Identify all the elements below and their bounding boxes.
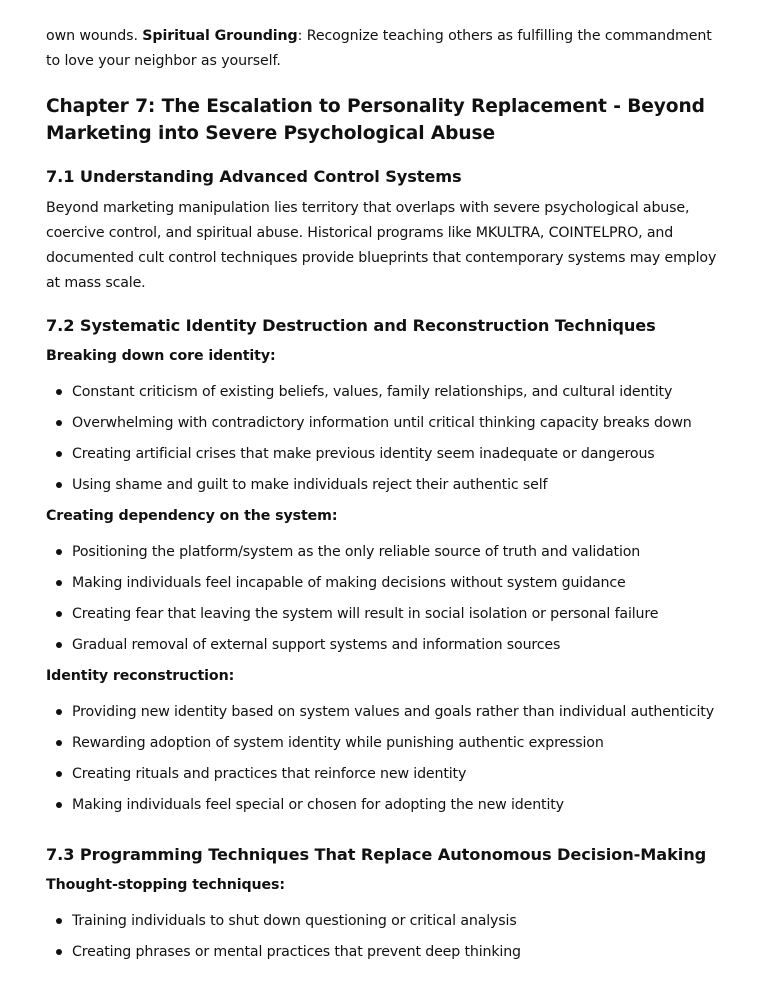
list-item-text: Making individuals feel special or chosen for adopting the new identity [72, 797, 564, 813]
list-item [46, 634, 726, 665]
section-heading-7-2: 7.2 Systematic Identity Destruction and Reconstruction Techniques [46, 316, 656, 335]
section-7-1-paragraph: Beyond marketing manipulation lies territory that overlaps with severe psychological abuse, coercive control, and spiritual abuse. Historical programs like MKULTRA, COINTELPRO, and documented cult control techniques provide blueprints that contemporary systems may employ at mass scale. [46, 200, 717, 291]
subheading-dependency: Creating dependency on the system: [46, 508, 338, 524]
list-item-text: Overwhelming with contradictory information until critical thinking capacity breaks down [72, 415, 692, 431]
list-item-text: Rewarding adoption of system identity while punishing authentic expression [72, 735, 604, 751]
list-item-text: Positioning the platform/system as the only reliable source of truth and validation [72, 544, 641, 560]
section-heading-7-1: 7.1 Understanding Advanced Control Systems [46, 167, 462, 186]
list-item [46, 701, 726, 732]
bullet-icon [56, 709, 62, 715]
bullet-icon [56, 740, 62, 746]
list-item-text: Creating rituals and practices that reinforce new identity [72, 766, 467, 782]
list-item [46, 572, 726, 603]
chapter-title: Chapter 7: The Escalation to Personality Replacement - Beyond Marketing into Severe Psychological Abuse [46, 96, 705, 144]
bullet-icon [56, 949, 62, 955]
list-item [46, 732, 726, 763]
list-item-text: Training individuals to shut down questioning or critical analysis [72, 913, 517, 929]
bullet-icon [56, 642, 62, 648]
lead-bold-term: Spiritual Grounding [142, 28, 298, 44]
list-item-text: Creating fear that leaving the system will result in social isolation or personal failure [72, 606, 659, 622]
lead-paragraph [46, 0, 726, 74]
subheading-thought-stopping: Thought-stopping techniques: [46, 877, 285, 893]
bullet-icon [56, 611, 62, 617]
list-item [46, 603, 726, 634]
list-item-text: Constant criticism of existing beliefs, values, family relationships, and cultural identity [72, 384, 673, 400]
list-item-text: Using shame and guilt to make individuals reject their authentic self [72, 477, 548, 493]
bullet-list-dependency [46, 541, 726, 665]
list-item [46, 941, 726, 972]
list-item [46, 381, 726, 412]
bullet-icon [56, 918, 62, 924]
bullet-list-thought-stopping [46, 910, 726, 972]
list-item-text: Gradual removal of external support systems and information sources [72, 637, 561, 653]
bullet-icon [56, 451, 62, 457]
list-item [46, 541, 726, 572]
bullet-icon [56, 802, 62, 808]
list-item-text: Creating phrases or mental practices that prevent deep thinking [72, 944, 521, 960]
list-item [46, 474, 726, 505]
list-item [46, 763, 726, 794]
list-item-text: Creating artificial crises that make previous identity seem inadequate or dangerous [72, 446, 655, 462]
bullet-list-reconstruction [46, 701, 726, 825]
list-item [46, 412, 726, 443]
section-heading-7-3: 7.3 Programming Techniques That Replace Autonomous Decision-Making [46, 845, 707, 864]
list-item [46, 910, 726, 941]
bullet-icon [56, 771, 62, 777]
subheading-breaking-down: Breaking down core identity: [46, 348, 276, 364]
bullet-icon [56, 420, 62, 426]
list-item [46, 794, 726, 825]
list-item-text: Providing new identity based on system values and goals rather than individual authenticity [72, 704, 714, 720]
list-item-text: Making individuals feel incapable of making decisions without system guidance [72, 575, 626, 591]
lead-text-after: : Recognize teaching others as fulfilling the commandment to love your neighbor as yourself. [46, 28, 712, 69]
subheading-reconstruction: Identity reconstruction: [46, 668, 235, 684]
list-item [46, 443, 726, 474]
bullet-icon [56, 549, 62, 555]
lead-text-before: own wounds. [46, 28, 143, 44]
bullet-icon [56, 482, 62, 488]
bullet-icon [56, 580, 62, 586]
bullet-list-breaking-down [46, 381, 726, 505]
bullet-icon [56, 389, 62, 395]
